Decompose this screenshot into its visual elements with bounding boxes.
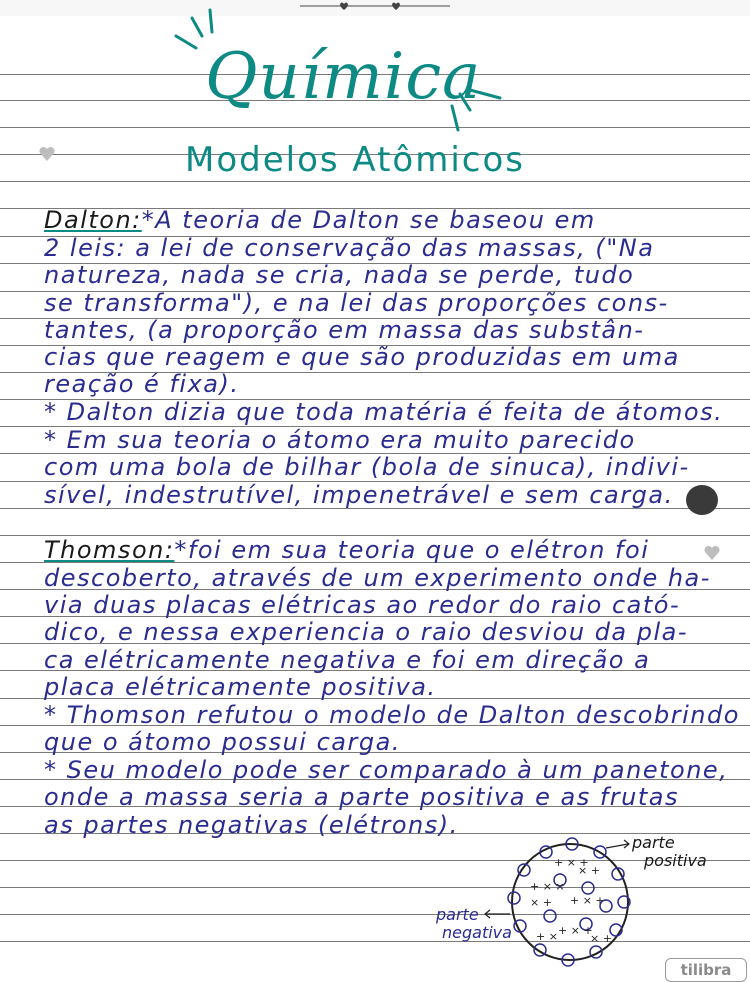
svg-text:× +: × + — [530, 896, 552, 909]
thomson-line-2: descoberto, através de um experimento onde ha- — [44, 564, 711, 592]
heart-icon — [703, 545, 721, 561]
thomson-label: Thomson: — [44, 536, 175, 564]
thomson-line-6: placa elétricamente positiva. — [44, 673, 437, 701]
dalton-line-6: cias que reagem e que são produzidas em uma — [44, 343, 680, 371]
thomson-line-5: ca elétricamente negativa e foi em direção a — [44, 646, 651, 674]
heart-icon — [38, 146, 56, 162]
thomson-line-8: que o átomo possui carga. — [44, 728, 401, 756]
page-title: Química — [205, 40, 482, 114]
dalton-line-2: 2 leis: a lei de conservação das massas, ("Na — [44, 234, 655, 262]
dalton-line-1 — [44, 206, 596, 234]
dalton-line-11: sível, indestrutível, impenetrável e sem carga. — [44, 481, 674, 509]
thomson-line-10: onde a massa seria a parte positiva e as frutas — [44, 783, 679, 811]
billiard-ball-icon — [686, 485, 718, 515]
thomson-line-3: via duas placas elétricas ao redor do raio cató- — [44, 591, 681, 619]
dalton-line-7: reação é fixa). — [44, 370, 240, 398]
svg-text:+ × ×: + × × — [530, 880, 565, 893]
dalton-line-3: natureza, nada se cria, nada se perde, tudo — [44, 261, 635, 289]
text-span: *foi em sua teoria que o elétron foi — [174, 536, 650, 564]
dalton-line-5: tantes, (a proporção em massa das substân- — [44, 316, 645, 344]
dalton-line-4: se transforma"), e na lei das proporções cons- — [44, 289, 669, 317]
svg-text:× +: × + — [578, 864, 600, 877]
positive-label-1: parte — [632, 833, 675, 852]
negative-label-2: negativa — [442, 923, 512, 942]
dalton-label: Dalton: — [44, 206, 142, 234]
text-span: *A teoria de Dalton se baseou em — [141, 206, 596, 234]
brand-logo: tilibra — [665, 958, 747, 982]
svg-text:+ × +: + × + — [554, 856, 589, 869]
negative-label-1: parte — [436, 905, 479, 924]
thomson-model-diagram — [430, 830, 750, 975]
svg-text:+ ×: + × — [536, 930, 558, 943]
thomson-line-1 — [44, 536, 649, 564]
positive-label-2: positiva — [644, 851, 707, 870]
dalton-line-8: * Dalton dizia que toda matéria é feita de átomos. — [44, 398, 724, 426]
dalton-line-9: * Em sua teoria o átomo era muito parecido — [44, 426, 636, 454]
thomson-line-4: dico, e nessa experiencia o raio desviou da pla- — [44, 618, 689, 646]
svg-text:+ × +: + × + — [570, 894, 605, 907]
dalton-line-10: com uma bola de bilhar (bola de sinuca), indivi- — [44, 453, 690, 481]
thomson-line-11: as partes negativas (elétrons). — [44, 811, 459, 839]
thomson-line-7: * Thomson refutou o modelo de Dalton descobrindo — [44, 701, 740, 729]
positive-charges — [530, 856, 612, 945]
svg-text:+ × +: + × + — [558, 924, 593, 937]
page-subtitle: Modelos Atômicos — [185, 140, 525, 180]
ruled-line — [0, 181, 750, 182]
svg-text:× +: × + — [590, 932, 612, 945]
thomson-line-9: * Seu modelo pode ser comparado à um panetone, — [44, 756, 729, 784]
